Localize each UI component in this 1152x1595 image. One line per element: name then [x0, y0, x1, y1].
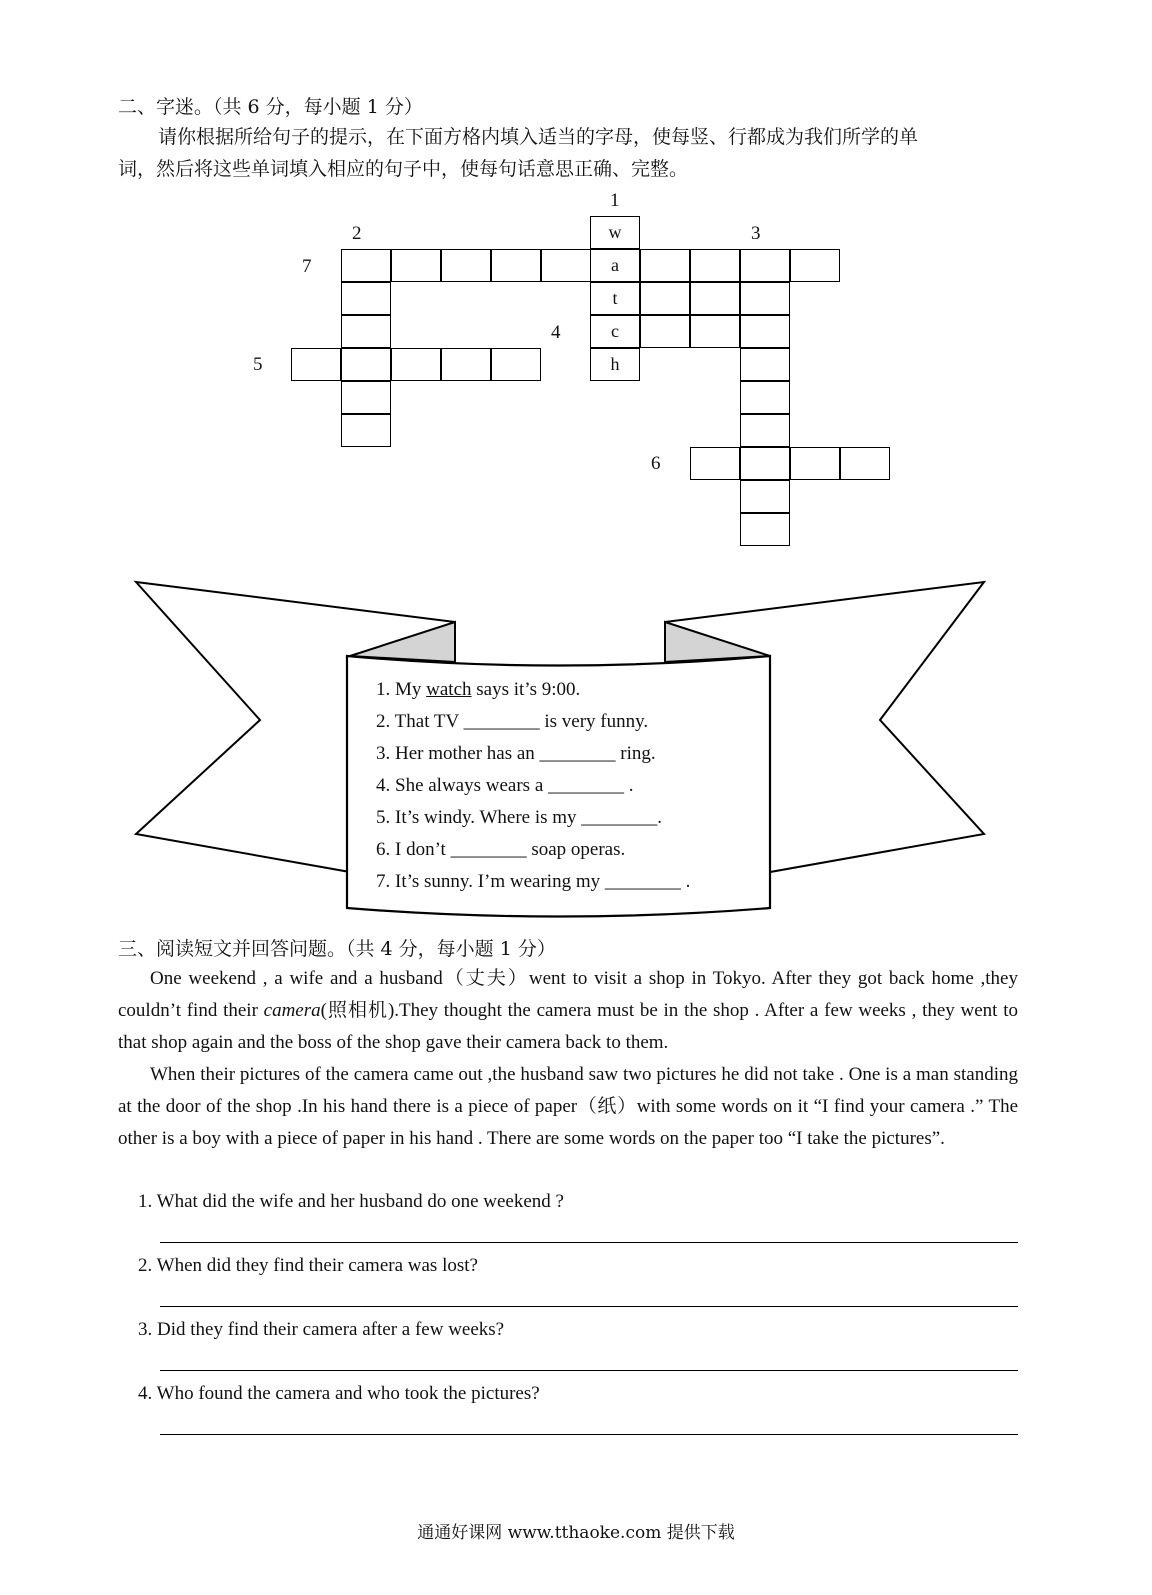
- reading-paragraph-1: [118, 963, 1018, 1059]
- question-2: 2. When did they find their camera was lost?: [138, 1255, 478, 1276]
- clue-number-1: 1: [610, 190, 620, 211]
- answer-line-2[interactable]: [160, 1306, 1018, 1307]
- clue-3: 3. Her mother has an ________ ring.: [376, 743, 656, 764]
- clue-number-6: 6: [651, 453, 661, 474]
- clue-6: 6. I don’t ________ soap operas.: [376, 839, 626, 860]
- question-1: 1. What did the wife and her husband do one weekend ?: [138, 1191, 564, 1212]
- crossword-cell[interactable]: h: [590, 348, 640, 381]
- answer-line-4[interactable]: [160, 1434, 1018, 1435]
- section2-instruction-line1: 请你根据所给句子的提示，在下面方格内填入适当的字母，使每竖、行都成为我们所学的单: [158, 126, 919, 148]
- clue-1-suffix: says it’s 9:00.: [471, 679, 581, 700]
- clue-number-2: 2: [352, 223, 362, 244]
- answer-line-1[interactable]: [160, 1242, 1018, 1243]
- question-3: 3. Did they find their camera after a few weeks?: [138, 1319, 505, 1340]
- paragraph-1-camera: camera: [263, 1000, 321, 1021]
- crossword-cell[interactable]: a: [590, 249, 640, 282]
- clue-number-5: 5: [253, 354, 263, 375]
- clue-number-4: 4: [551, 322, 561, 343]
- section2-instruction-line2: 词，然后将这些单词填入相应的句子中，使每句话意思正确、完整。: [118, 158, 689, 180]
- clue-number-7: 7: [302, 256, 312, 277]
- section2-title: 二、字迷。（共 6 分，每小题 1 分）: [118, 96, 423, 118]
- crossword-cell[interactable]: w: [590, 216, 640, 249]
- clue-5: 5. It’s windy. Where is my ________.: [376, 807, 663, 828]
- clue-7: 7. It’s sunny. I’m wearing my ________ .: [376, 871, 691, 892]
- crossword-cell[interactable]: c: [590, 315, 640, 348]
- clue-1-answer: watch: [426, 679, 472, 700]
- answer-line-3[interactable]: [160, 1370, 1018, 1371]
- question-4: 4. Who found the camera and who took the pictures?: [138, 1383, 540, 1404]
- clue-1: [376, 679, 580, 701]
- clue-1-prefix: 1. My: [376, 679, 427, 700]
- paragraph-1-part-a: One weekend , a wife and a husband（丈夫）went to visit a shop in Tokyo. After they got back home ,they couldn’t find their: [118, 968, 1018, 1021]
- reading-paragraph-2: When their pictures of the camera came out ,the husband saw two pictures he did not take . One is a man standing at the door of the shop .In his hand there is a piece of paper（纸）with some words on it “I find your camera .” The other is a boy with a piece of paper in his hand . There are some words on the paper too “I take the pictures”.: [118, 1064, 1018, 1149]
- section3-title: 三、阅读短文并回答问题。（共 4 分，每小题 1 分）: [118, 938, 556, 960]
- crossword-cell[interactable]: t: [590, 282, 640, 315]
- clue-2: 2. That TV ________ is very funny.: [376, 711, 649, 732]
- clue-4: 4. She always wears a ________ .: [376, 775, 634, 796]
- footer: 通通好课网 www.tthaoke.com 提供下载: [417, 1523, 735, 1543]
- paragraph-1-part-b: (照相机).They thought the camera must be in the shop . After a few weeks , they went to that shop again and the boss of the shop gave their camera back to them.: [118, 1000, 1018, 1053]
- clue-number-3: 3: [751, 223, 761, 244]
